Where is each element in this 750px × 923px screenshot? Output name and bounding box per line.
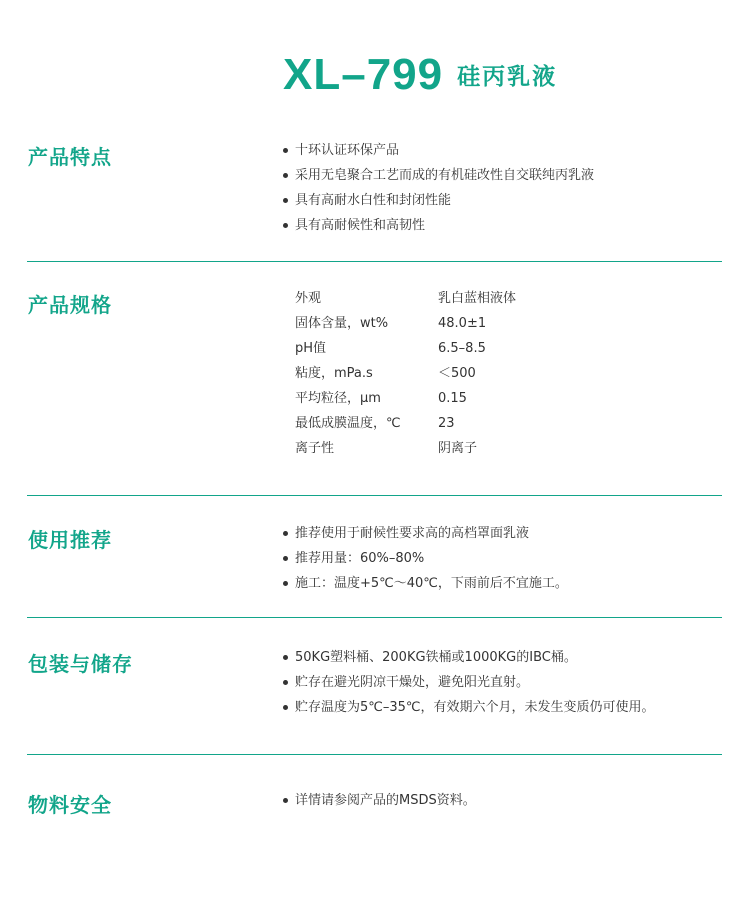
table-row [295, 411, 516, 436]
bullet-icon [283, 173, 288, 178]
bullet-icon [283, 148, 288, 153]
bullet-icon [283, 556, 288, 561]
list-item-text: 采用无皂聚合工艺而成的有机硅改性自交联纯丙乳液 [295, 168, 595, 183]
table-row [295, 336, 516, 361]
safety-list [283, 788, 476, 813]
bullet-icon [283, 198, 288, 203]
spec-name: 粘度，mPa.s [295, 366, 373, 381]
list-item-text: 贮存在避光阴凉干燥处，避免阳光直射。 [295, 675, 530, 690]
list-item-text: 推荐用量：60%–80% [295, 551, 425, 566]
table-row [295, 386, 516, 411]
spec-value: 48.0±1 [438, 316, 487, 331]
bullet-icon [283, 581, 288, 586]
list-item-text: 十环认证环保产品 [295, 143, 400, 158]
bullet-icon [283, 531, 288, 536]
section-divider [27, 754, 722, 755]
list-item-text: 具有高耐水白性和封闭性能 [295, 193, 452, 208]
features-title: 产品特点 [28, 145, 112, 169]
list-item [283, 188, 594, 213]
model-number: XL–799 [283, 50, 444, 99]
bullet-icon [283, 223, 288, 228]
table-row [295, 361, 516, 386]
table-row [295, 436, 516, 461]
list-item [283, 521, 568, 546]
list-item [283, 163, 594, 188]
spec-name: pH值 [295, 341, 327, 356]
bullet-icon [283, 705, 288, 710]
specs-table [295, 286, 516, 461]
list-item-text: 具有高耐候性和高韧性 [295, 218, 426, 233]
usage-list [283, 521, 568, 596]
list-item [283, 571, 568, 596]
table-row [295, 311, 516, 336]
list-item-text: 推荐使用于耐候性要求高的高档罩面乳液 [295, 526, 530, 541]
spec-value: 阴离子 [438, 441, 478, 456]
spec-value: 23 [438, 416, 455, 431]
spec-value: 6.5–8.5 [438, 341, 486, 356]
list-item [283, 138, 594, 163]
bullet-icon [283, 680, 288, 685]
list-item [283, 695, 655, 720]
product-name: 硅丙乳液 [457, 63, 558, 90]
safety-title: 物料安全 [28, 793, 112, 817]
list-item [283, 645, 655, 670]
spec-name: 最低成膜温度，℃ [295, 416, 401, 431]
features-list [283, 138, 594, 238]
list-item-text: 施工：温度+5℃～40℃，下雨前后不宜施工。 [295, 576, 568, 591]
table-row [295, 286, 516, 311]
list-item-text: 50KG塑料桶、200KG铁桶或1000KG的IBC桶。 [295, 650, 577, 665]
usage-title: 使用推荐 [28, 528, 112, 552]
list-item [283, 788, 476, 813]
packaging-list [283, 645, 655, 720]
spec-value: 0.15 [438, 391, 467, 406]
spec-value: ＜500 [438, 366, 476, 381]
section-divider [27, 617, 722, 618]
list-item-text: 贮存温度为5℃–35℃，有效期六个月，未发生变质仍可使用。 [295, 700, 655, 715]
bullet-icon [283, 798, 288, 803]
spec-value: 乳白蓝相液体 [438, 291, 517, 306]
list-item [283, 213, 594, 238]
spec-name: 平均粒径，μm [295, 391, 381, 406]
section-divider [27, 261, 722, 262]
spec-name: 固体含量，wt% [295, 316, 389, 331]
document-header [283, 50, 557, 100]
spec-name: 离子性 [295, 441, 335, 456]
list-item [283, 670, 655, 695]
spec-name: 外观 [295, 291, 322, 306]
specs-title: 产品规格 [28, 293, 112, 317]
list-item [283, 546, 568, 571]
packaging-title: 包装与储存 [28, 652, 133, 676]
section-divider [27, 495, 722, 496]
list-item-text: 详情请参阅产品的MSDS资料。 [295, 793, 476, 808]
bullet-icon [283, 655, 288, 660]
